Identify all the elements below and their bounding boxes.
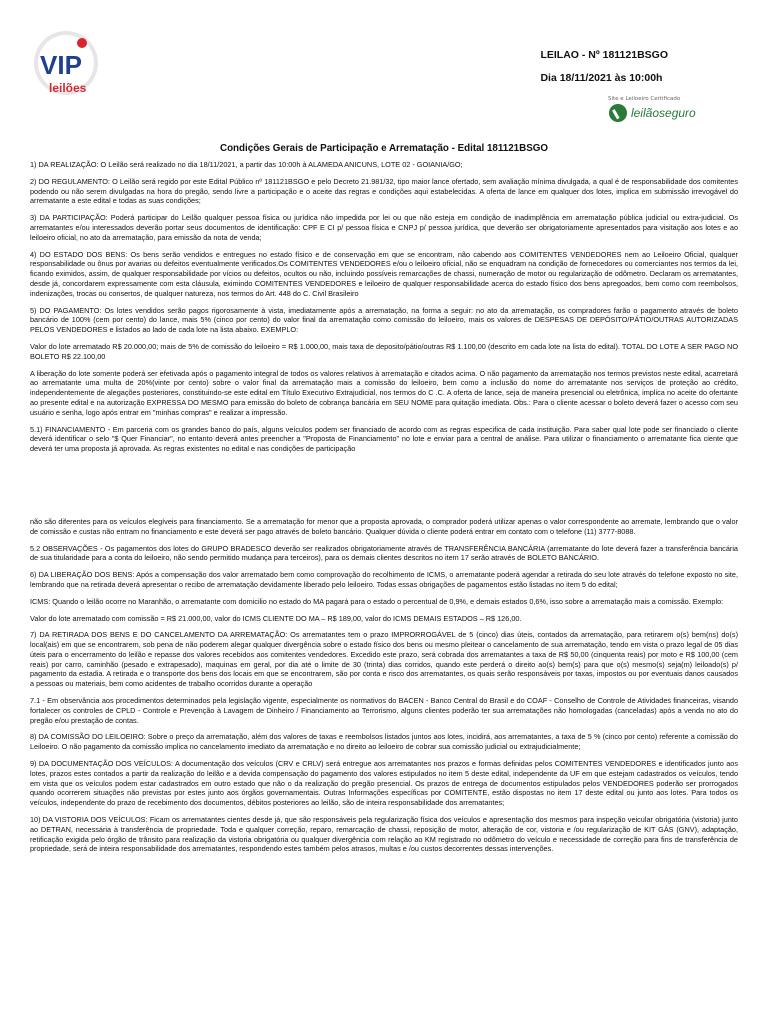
paragraph: 10) DA VISTORIA DOS VEÍCULOS: Ficam os arrematantes cientes desde já, que são responsáveis pela regularização física dos veículos e apresentação dos mesmos para inspeção veicular obrigatória (vistoria) junto ao DETRAN, necessária à transferência de propriedade. Toda e qualquer correção, reparo, remarcação de chassi, reposição de motor, alteração de cor, vistoria e /ou regularização de KIT GÁS (GNV), adaptação, retificação exigida pelo órgão de trânsito para realização da vistoria obrigatória ou qualquer divergência com relação ao KM registrado no odômetro do veículo e necessidade de correção para fins de transferência de propriedade, será de inteira responsabilidade dos arrematantes, respondendo estes também pelos atrasos, multas e /ou custos decorrentes dessas intervenções. (30, 815, 738, 854)
paragraph: não são diferentes para os veículos elegíveis para financiamento. Se a arrematação for menor que a proposta aprovada, o comprador poderá utilizar apenas o valor correspondente ao arremate, lembrando que o valor de comissão e custas não entram no financiamento e este deverá ser pago através de boleto bancário. Qualquer dúvida o cliente poderá entrar em contato com o telefone (11) 3777-8088. (30, 516, 738, 536)
cert-caption: Site e Leiloeiro Certificado (608, 96, 681, 102)
paragraph: 5.1) FINANCIAMENTO - Em parceria com os grandes banco do país, alguns veículos podem ser financiado de acordo com as regras especifica de cada instituição. Para saber qual lote pode ser financiado o cliente deverá identificar o selo "$ Quer Financiar", no entanto deverá antes preencher a "Proposta de Financiamento" no lote e enviar para a central de análise. Para utilizar o financiamento o arrematante fica ciente que deverá ter uma proposta já aprovada. As regras existentes no edital e nas condições de participação (30, 424, 738, 454)
paragraph: 5.2 OBSERVAÇÕES - Os pagamentos dos lotes do GRUPO BRADESCO deverão ser realizados obrigatoriamente através de TRANSFERÊNCIA BANCÁRIA (arrematante do lote deverá fazer a transferência bancária de sua titularidade para a conta do leiloeiro, não sendo permitido mudança para terceiros), para os demais clientes descritos no item 17 serão através de BOLETO BANCÁRIO. (30, 543, 738, 563)
lot-number: LEILAO - Nº 181121BSGO (540, 49, 668, 61)
paragraph: 8) DA COMISSÃO DO LEILOEIRO: Sobre o preço da arrematação, além dos valores de taxas e reembolsos listados juntos aos lotes, incidirá, aos arrematantes, a taxa de 5 % (cinco por cento) referente a comissão do Leiloeiro. O não pagamento da comissão implica no cancelamento imediato da arrematação e no direito ao leiloeiro de cobrar sua comissão judicial ou extrajudicialmente; (30, 732, 738, 752)
paragraph: 2) DO REGULAMENTO: O Leilão será regido por este Edital Público nº 181121BSGO e pelo Decreto 21.981/32, tipo maior lance ofertado, sem avaliação mínima divulgada, a qual é de responsabilidade dos comitentes podendo ou não serem divulgadas na hora do pregão, sendo livre a participação e o aceite das regras e condições aqui estabelecidas. A oferta de lance em qualquer dos lotes, implica em submissão irrevogável do arrematante a este edital e todas as suas condições; (30, 176, 738, 206)
paragraph: 9) DA DOCUMENTAÇÃO DOS VEÍCULOS: A documentação dos veículos (CRV e CRLV) será entregue aos arrematantes nos prazos e formas definidas pelos COMITENTES VENDEDORES e identificados junto aos lotes, prazos estes contados a partir da realização do leilão e a devida compensação do pagamento dos valores estipulados no item 5 deste edital, independente da UF em que estejam cadastrados os veículos, tendo em vista que os veículos podem estar cadastrados em outro estado que não o da realização do pregão presencial. Os prazos de entrega de documentos estipulados pelos VENDEDORES poderão ser prorrogados quando ocorrerem situações não previstas por estes junto aos órgãos governamentais. Outras Informações específicas por COMITENTE, estão dispostas no item 17 deste edital ou junto aos lotes. Para todos os veículos, independente do prazo de recebimento dos documentos, débitos posteriores ao leilão, são de inteira responsabilidade dos arrematantes; (30, 759, 738, 808)
paragraph: 6) DA LIBERAÇÃO DOS BENS: Após a compensação dos valor arrematado bem como comprovação do recolhimento de ICMS, o arrematante poderá agendar a retirada do seu lote através do telefone exposto no site, lembrando que na retirada deverá apresentar o recibo de arrematação devidamente liberado pelo leiloeiro. Todas essas obrigações de pagamentos estão listadas no item 5 do edital; (30, 570, 738, 589)
paragraph: 7) DA RETIRADA DOS BENS E DO CANCELAMENTO DA ARREMATAÇÃO: Os arrematantes tem o prazo IMPRORROGÁVEL de 5 (cinco) dias úteis, contados da arrematação, para retirarem o(s) bem(ns) do(s) local(ais) em que se encontrarem, sob pena de não poderem alegar qualquer divergência sobre o estado físico dos bens ou mesmo pleitear o cancelamento de sua arrematação, tendo em vista o prazo legal de 05 dias úteis para o encerramento do leilão e repasse dos valores recebidos aos comitentes vendedores. Excedido este prazo, será cobrada dos arrematantes a taxa de R$ 50,00 (cinquenta reais) por moto e R$ 100,00 (cem reais) por carro, caminhão (pesado e extrapesado), maquinas em geral, por dia até o limite de 30 (trinta) dias corridos, quando este perderá o direito ao(s) bem(s) para que o(s) mesmo(s) seja(m) leiloado(s) p/ pagamento da estadia. A retirada e o transporte dos bens dos locais em que se encontrarem, são por conta e risco dos arrematantes, os quais serão responsáveis por taxas, impostos ou por eventuais danos causados a pessoas ou materiais, bem como acidentes de trabalho ocorridos durante a operação (30, 630, 738, 689)
paragraph: Valor do lote arrematado R$ 20.000,00; mais de 5% de comissão do leiloeiro = R$ 1.000,00, mais taxa de deposito/pátio/outras R$ 1.100,00 (descrito em cada lote na lista do edital). TOTAL DO LOTE A SER PAGO NO BOLETO R$ 22.100,00 (30, 341, 738, 361)
paragraph: 1) DA REALIZAÇÃO: O Leilão será realizado no dia 18/11/2021, a partir das 10:00h à ALAMEDA ANICUNS, LOTE 02 - GOIANIA/GO; (30, 160, 463, 169)
paragraph: 5) DO PAGAMENTO: Os lotes vendidos serão pagos rigorosamente à vista, imediatamente após a arrematação, na forma a seguir: no ato da arrematação, os compradores farão o pagamento através de boleto bancário de 100% (cem por cento) do lance, mais 5% (cinco por cento) do valor final da arrematação como comissão do leiloeiro, mais os valores de DESPESAS DE DEPÓSITO/PÁTIO/OUTRAS AUTORIZADAS PELOS VENDEDORES e listados ao lado de cada lote na lista abaixo. EXEMPLO: (30, 305, 738, 335)
paragraph: Valor do lote arrematado com comissão = R$ 21.000,00, valor do ICMS CLIENTE DO MA – R$ 189,00, valor do ICMS DEMAIS ESTADOS – R$ 126,00. (30, 613, 522, 623)
cert-brand: leilãoseguro (631, 106, 696, 120)
paragraph: 3) DA PARTICIPAÇÃO: Poderá participar do Leilão qualquer pessoa física ou jurídica não impedida por lei ou que não esteja em condição de inadimplência em arrematação pública judicial ou extra-judicial. Os arrematantes e/ou interessados deverão portar seus documentos de identificação: CPF E CI p/ pessoa física e CNPJ p/ pessoa jurídica, que deverão ser obrigatoriamente apresentados para visitação aos lotes e ao leiloeiro oficial, no ato da arrematação, para emissão da nota de venda; (30, 213, 738, 242)
document-body (30, 160, 738, 861)
paragraph: 7.1 - Em observância aos procedimentos determinados pela legislação vigente, especialmente os normativos do BACEN - Banco Central do Brasil e do COAF - Conselho de Controle de Atividades financeiras, visando fortalecer os controles de CPLD - Controle e Prevenção à Lavagem de Dinheiro / Financiamento ao Terrorismo, alguns clientes poderão ter sua arrematações não homologadas (canceladas) após a venda no ato do pregão e/ou prestação de contas. (30, 696, 738, 725)
svg-text:leilões: leilões (49, 81, 87, 95)
certification-badge (608, 96, 708, 123)
document-title: Condições Gerais de Participação e Arrematação - Edital 181121BSGO (220, 143, 548, 154)
paragraph: A liberação do lote somente poderá ser efetivada após o pagamento integral de todos os valores relativos à arrematação e citados acima. O não pagamento da arrematação nos termos previstos neste edital, acarretará ao arrematante uma multa de 20%(vinte por cento) sobre o valor final da arrematação mais a comissão do leiloeiro, bem como a inclusão do nome do arrematante nos serviços de proteção ao crédito, independentemente de alegações posteriores, constituindo-se este edital em Título Executivo Extrajudicial, nos termos do C .C. A oferta de lance, seja de maneira presencial ou eletrônica, implica no aceite do ofertante ao presente edital e na autorização EXPRESSA DO MESMO para emissão do boleto de cobrança bancária em SEU NOME para quitação imediata. Obs.: Para o cliente acessar o boleto deverá fazer o acesso com seu usuário e senha, logo após entrar em "minhas compras" e realizar a impressão. (30, 368, 738, 417)
svg-text:VIP: VIP (40, 50, 82, 80)
leilao-seguro-icon (608, 103, 628, 123)
auction-date: Dia 18/11/2021 às 10:00h (540, 72, 663, 84)
page-break-gap (30, 461, 738, 517)
paragraph: 4) DO ESTADO DOS BENS: Os bens serão vendidos e entregues no estado físico e de conservação em que se encontram, não cabendo aos COMITENTES VENDEDORES nem ao Leiloeiro Oficial, qualquer responsabilidade ou ônus por avarias ou defeitos eventualmente verificados.Os COMITENTES VENDEDORES e/ou o leiloeiro oficial, não se enquadram na condição de fornecedores ou comerciantes nos termos da lei, ficando eximidos, assim, de qualquer responsabilidade por vícios ou defeitos, ocultos ou não, incluindo possíveis remarcações de chassi, numeração de motor ou regularização de odômetro. Declaram os arrematantes, desde já, concordarem expressamente com esta cláusula, eximindo COMITENTES VENDEDORES e leiloeiro de qualquer responsabilidade acerca do estado físico dos bens apregoados, bem como com reembolsos, indenizações, trocas ou consertos, de qualquer natureza, nos termos do Art. 448 do C. Civil Brasileiro (30, 249, 738, 298)
vip-leiloes-logo (30, 30, 102, 100)
paragraph: ICMS: Quando o leilão ocorre no Maranhão, o arrematante com domicilio no estado do MA pagará para o estado o percentual de 0,9%, e demais estados 0,6%, isso sobre a arrematação mais a comissão. Exemplo: (30, 596, 724, 606)
auction-header (540, 44, 668, 90)
